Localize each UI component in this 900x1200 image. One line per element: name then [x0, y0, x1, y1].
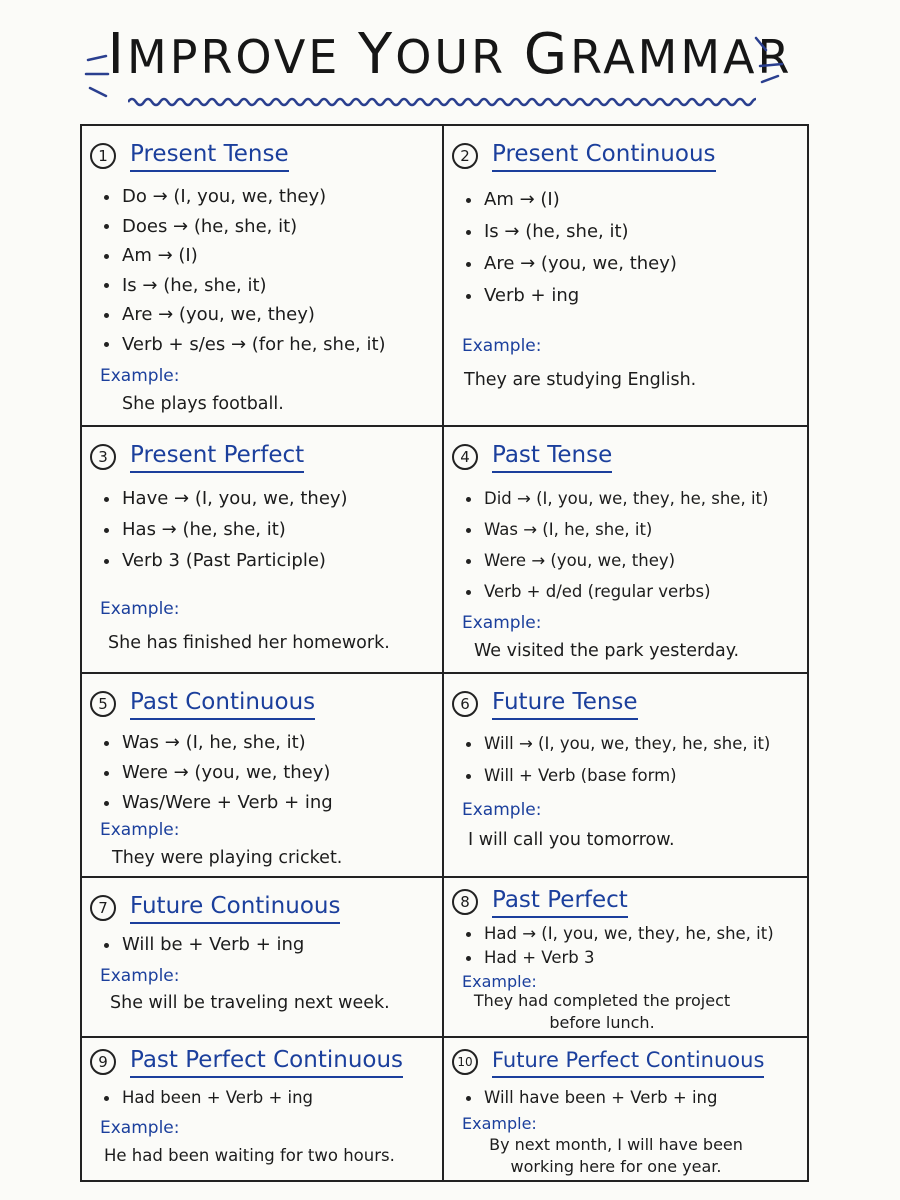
- section-number: 9: [90, 1049, 116, 1075]
- example-text-line: By next month, I will have been: [489, 1135, 743, 1154]
- page-title: IMPROVE YOUR GRAMMAR: [107, 22, 793, 87]
- section-number: 4: [452, 444, 478, 470]
- example-text: She will be traveling next week.: [110, 993, 390, 1013]
- list-item: Is → (he, she, it): [464, 216, 677, 248]
- section-title: Present Perfect: [130, 442, 304, 473]
- example-text: I will call you tomorrow.: [468, 830, 675, 850]
- section-title: Present Continuous: [492, 141, 716, 172]
- example-text-line: before lunch.: [549, 1013, 655, 1032]
- example-text: They are studying English.: [464, 370, 697, 390]
- section-number: 1: [90, 143, 116, 169]
- section-number: 5: [90, 691, 116, 717]
- section-present-tense: [82, 126, 444, 427]
- example-label: Example:: [462, 336, 542, 356]
- list-item: Had + Verb 3: [464, 946, 774, 970]
- list-item: Has → (he, she, it): [102, 514, 348, 545]
- section-number: 7: [90, 895, 116, 921]
- list-item: Had → (I, you, we, they, he, she, it): [464, 922, 774, 946]
- example-text-line: They had completed the project: [473, 991, 731, 1010]
- example-text: He had been waiting for two hours.: [104, 1146, 395, 1165]
- section-present-perfect: [82, 427, 444, 674]
- list-item: Verb 3 (Past Participle): [102, 545, 348, 576]
- section-past-tense: [444, 427, 807, 674]
- section-number: 6: [452, 691, 478, 717]
- section-number: 3: [90, 444, 116, 470]
- list-item: Verb + s/es → (for he, she, it): [102, 330, 386, 360]
- list-item: Have → (I, you, we, they): [102, 483, 348, 514]
- example-text-line: working here for one year.: [510, 1157, 722, 1176]
- example-label: Example:: [462, 800, 542, 820]
- section-title: Future Tense: [492, 689, 638, 720]
- example-label: Example:: [100, 599, 180, 619]
- list-item: Is → (he, she, it): [102, 271, 386, 301]
- example-label: Example:: [100, 1118, 180, 1138]
- list-item: Was → (I, he, she, it): [102, 728, 333, 758]
- list-item: Are → (you, we, they): [102, 300, 386, 330]
- section-title: Future Perfect Continuous: [492, 1047, 764, 1078]
- section-title: Present Tense: [130, 141, 289, 172]
- list-item: Are → (you, we, they): [464, 248, 677, 280]
- list-item: Do → (I, you, we, they): [102, 182, 386, 212]
- section-future-tense: [444, 674, 807, 878]
- section-future-perfect-continuous: [444, 1038, 807, 1180]
- example-text: [472, 990, 732, 1034]
- section-past-perfect: [444, 878, 807, 1038]
- example-text: They were playing cricket.: [112, 848, 343, 868]
- section-past-perfect-continuous: [82, 1038, 444, 1180]
- example-label: Example:: [462, 1114, 537, 1133]
- title-wavy-underline: [128, 94, 756, 110]
- section-number: 10: [452, 1049, 478, 1075]
- section-title: Past Tense: [492, 442, 612, 473]
- list-item: Will + Verb (base form): [464, 760, 770, 792]
- section-number: 2: [452, 143, 478, 169]
- example-label: Example:: [462, 972, 537, 991]
- section-present-continuous: [444, 126, 807, 427]
- section-title: Future Continuous: [130, 893, 340, 924]
- list-item: Will → (I, you, we, they, he, she, it): [464, 728, 770, 760]
- list-item: Verb + ing: [464, 280, 677, 312]
- list-item: Were → (you, we, they): [464, 545, 768, 576]
- example-text: We visited the park yesterday.: [474, 641, 740, 661]
- right-sparkle-icon: [748, 32, 788, 92]
- section-title: Past Continuous: [130, 689, 315, 720]
- example-text: She has finished her homework.: [108, 633, 390, 653]
- list-item: Does → (he, she, it): [102, 212, 386, 242]
- list-item: Was → (I, he, she, it): [464, 514, 768, 545]
- section-title: Past Perfect: [492, 887, 628, 918]
- example-label: Example:: [462, 613, 542, 633]
- list-item: Am → (I): [102, 241, 386, 271]
- section-past-continuous: [82, 674, 444, 878]
- section-future-continuous: [82, 878, 444, 1038]
- list-item: Am → (I): [464, 184, 677, 216]
- list-item: Will have been + Verb + ing: [464, 1084, 717, 1112]
- example-text: She plays football.: [122, 394, 284, 414]
- list-item: Did → (I, you, we, they, he, she, it): [464, 483, 768, 514]
- list-item: Will be + Verb + ing: [102, 930, 304, 960]
- example-label: Example:: [100, 966, 180, 986]
- example-text: [466, 1134, 766, 1178]
- list-item: Were → (you, we, they): [102, 758, 333, 788]
- page-header: [0, 0, 900, 125]
- section-title: Past Perfect Continuous: [130, 1047, 403, 1078]
- grammar-grid: [80, 124, 809, 1182]
- list-item: Was/Were + Verb + ing: [102, 788, 333, 818]
- section-number: 8: [452, 889, 478, 915]
- example-label: Example:: [100, 366, 180, 386]
- example-label: Example:: [100, 820, 180, 840]
- list-item: Verb + d/ed (regular verbs): [464, 576, 768, 607]
- list-item: Had been + Verb + ing: [102, 1084, 313, 1112]
